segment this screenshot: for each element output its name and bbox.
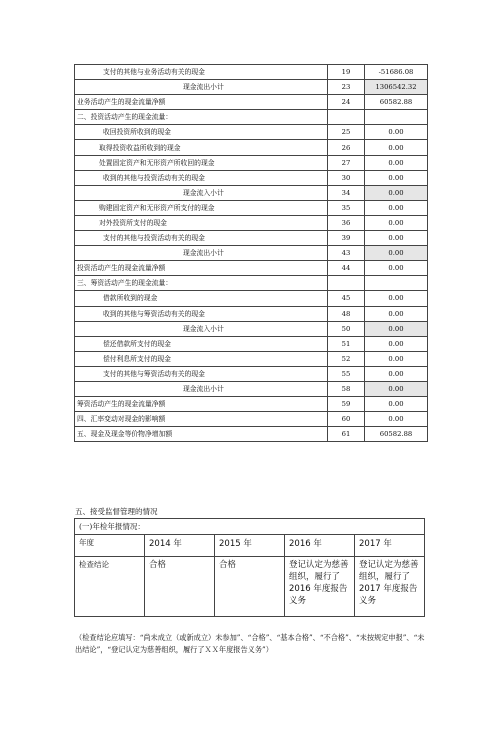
item-cell: 现金流出小计 [75, 80, 328, 95]
cash-flow-row [75, 185, 428, 200]
item-cell: 业务活动产生的现金流量净额 [75, 95, 328, 110]
cash-flow-row [75, 306, 428, 321]
amount-cell: 1306542.32 [365, 80, 428, 95]
amount-cell: 60582.88 [365, 95, 428, 110]
cash-flow-row [75, 276, 428, 291]
amount-cell: 0.00 [365, 215, 428, 230]
line-number-cell: 36 [328, 215, 365, 230]
item-cell: 偿还借款所支付的现金 [75, 336, 328, 351]
supervision-table [74, 518, 425, 617]
item-cell: 收回投资所收到的现金 [75, 125, 328, 140]
cash-flow-row [75, 231, 428, 246]
cash-flow-row [75, 366, 428, 381]
item-cell: 筹资活动产生的现金流量净额 [75, 397, 328, 412]
amount-cell: 0.00 [365, 397, 428, 412]
amount-cell: 0.00 [365, 140, 428, 155]
year-cell: 2017 年 [355, 535, 425, 557]
year-row [75, 535, 425, 557]
item-cell: 收到的其他与筹资活动有关的现金 [75, 306, 328, 321]
cash-flow-row [75, 65, 428, 80]
item-cell: 五、现金及现金等价物净增加额 [75, 427, 328, 442]
cash-flow-row [75, 261, 428, 276]
item-cell: 现金流出小计 [75, 381, 328, 396]
line-number-cell: 60 [328, 412, 365, 427]
cash-flow-row [75, 381, 428, 396]
cash-flow-row [75, 427, 428, 442]
amount-cell: 0.00 [365, 306, 428, 321]
line-number-cell: 58 [328, 381, 365, 396]
line-number-cell: 35 [328, 200, 365, 215]
result-cell: 合格 [145, 557, 215, 617]
item-cell: 购建固定资产和无形资产所支付的现金 [75, 200, 328, 215]
item-cell: 投资活动产生的现金流量净额 [75, 261, 328, 276]
line-number-cell: 52 [328, 351, 365, 366]
amount-cell: 0.00 [365, 261, 428, 276]
item-cell: 借款所收到的现金 [75, 291, 328, 306]
cash-flow-row [75, 321, 428, 336]
line-number-cell: 44 [328, 261, 365, 276]
line-number-cell: 19 [328, 65, 365, 80]
cash-flow-row [75, 155, 428, 170]
result-cell: 登记认定为慈善组织，履行了 2017 年度报告义务 [355, 557, 425, 617]
amount-cell: 0.00 [365, 185, 428, 200]
amount-cell: 0.00 [365, 321, 428, 336]
amount-cell: 0.00 [365, 170, 428, 185]
supervision-subheader: (一)年检年报情况： [75, 519, 425, 535]
cash-flow-row [75, 110, 428, 125]
line-number-cell: 26 [328, 140, 365, 155]
result-cell: 登记认定为慈善组织，履行了 2016 年度报告义务 [285, 557, 355, 617]
item-cell: 收到的其他与投资活动有关的现金 [75, 170, 328, 185]
item-cell: 处置固定资产和无形资产所收回的现金 [75, 155, 328, 170]
cash-flow-row [75, 125, 428, 140]
cash-flow-row [75, 351, 428, 366]
cash-flow-row [75, 336, 428, 351]
cash-flow-row [75, 291, 428, 306]
cash-flow-table [74, 64, 428, 442]
line-number-cell: 34 [328, 185, 365, 200]
amount-cell: 0.00 [365, 381, 428, 396]
supervision-subheader-row [75, 519, 425, 535]
year-cell: 2016 年 [285, 535, 355, 557]
fill-note: （检查结论应填写：“尚未成立（或新成立）未参加”、“合格”、“基本合格”、“不合格”、“未按规定申报”、“未出结论”，“登记认定为慈善组织，履行了ＸＸ年度报告义务”） [75, 633, 425, 654]
line-number-cell [328, 110, 365, 125]
line-number-cell: 51 [328, 336, 365, 351]
amount-cell: 0.00 [365, 351, 428, 366]
line-number-cell: 55 [328, 366, 365, 381]
cash-flow-body [75, 65, 428, 442]
cash-flow-row [75, 140, 428, 155]
cash-flow-row [75, 397, 428, 412]
line-number-cell: 24 [328, 95, 365, 110]
line-number-cell: 39 [328, 231, 365, 246]
cash-flow-row [75, 215, 428, 230]
year-cell: 2014 年 [145, 535, 215, 557]
line-number-cell: 59 [328, 397, 365, 412]
item-cell: 现金流出小计 [75, 246, 328, 261]
line-number-cell: 61 [328, 427, 365, 442]
line-number-cell: 25 [328, 125, 365, 140]
line-number-cell: 50 [328, 321, 365, 336]
amount-cell: 60582.88 [365, 427, 428, 442]
item-cell: 支付的其他与投资活动有关的现金 [75, 231, 328, 246]
amount-cell: 0.00 [365, 155, 428, 170]
year-label: 年度 [75, 535, 145, 557]
result-row [75, 557, 425, 617]
cash-flow-row [75, 95, 428, 110]
amount-cell: 0.00 [365, 125, 428, 140]
item-cell: 取得投资收益所收到的现金 [75, 140, 328, 155]
cash-flow-row [75, 80, 428, 95]
line-number-cell: 43 [328, 246, 365, 261]
line-number-cell [328, 276, 365, 291]
item-cell: 三、筹资活动产生的现金流量： [75, 276, 328, 291]
cash-flow-row [75, 200, 428, 215]
item-cell: 四、汇率变动对现金的影响额 [75, 412, 328, 427]
line-number-cell: 23 [328, 80, 365, 95]
result-cell: 合格 [215, 557, 285, 617]
cash-flow-row [75, 170, 428, 185]
section-title: 五、接受监督管理的情况 [75, 507, 158, 516]
item-cell: 现金流入小计 [75, 185, 328, 200]
result-label: 检查结论 [75, 557, 145, 617]
item-cell: 对外投资所支付的现金 [75, 215, 328, 230]
amount-cell: 0.00 [365, 291, 428, 306]
line-number-cell: 48 [328, 306, 365, 321]
amount-cell: 0.00 [365, 246, 428, 261]
line-number-cell: 45 [328, 291, 365, 306]
amount-cell [365, 110, 428, 125]
cash-flow-row [75, 246, 428, 261]
item-cell: 支付的其他与筹资活动有关的现金 [75, 366, 328, 381]
item-cell: 偿付利息所支付的现金 [75, 351, 328, 366]
amount-cell: 0.00 [365, 231, 428, 246]
amount-cell [365, 276, 428, 291]
item-cell: 现金流入小计 [75, 321, 328, 336]
amount-cell: -51686.08 [365, 65, 428, 80]
line-number-cell: 27 [328, 155, 365, 170]
amount-cell: 0.00 [365, 412, 428, 427]
amount-cell: 0.00 [365, 200, 428, 215]
cash-flow-row [75, 412, 428, 427]
item-cell: 支付的其他与业务活动有关的现金 [75, 65, 328, 80]
item-cell: 二、投资活动产生的现金流量： [75, 110, 328, 125]
amount-cell: 0.00 [365, 336, 428, 351]
amount-cell: 0.00 [365, 366, 428, 381]
line-number-cell: 30 [328, 170, 365, 185]
year-cell: 2015 年 [215, 535, 285, 557]
